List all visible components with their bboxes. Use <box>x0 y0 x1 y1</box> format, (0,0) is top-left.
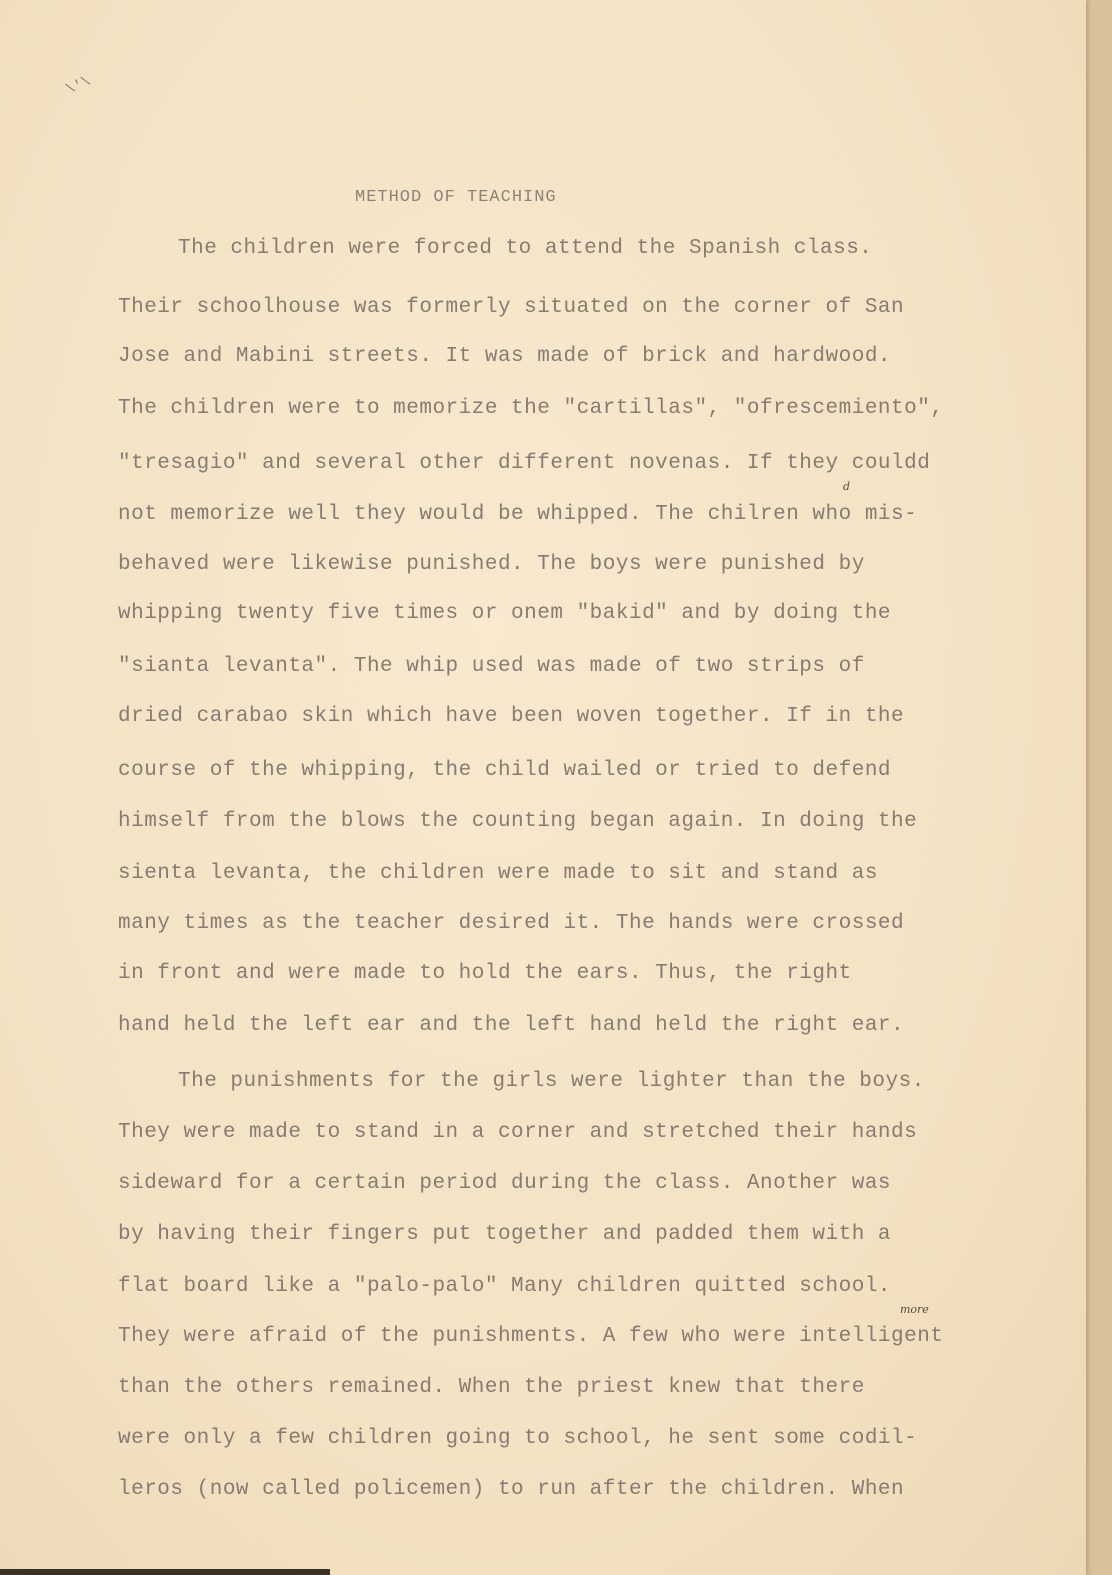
text-line: hand held the left ear and the left hand held the right ear. <box>118 1014 905 1037</box>
page-title: METHOD OF TEACHING <box>355 188 557 207</box>
text-line: The children were to memorize the "cartillas", "ofrescemiento", <box>118 397 944 420</box>
text-line: "sianta levanta". The whip used was made of two strips of <box>118 655 865 678</box>
text-line: sideward for a certain period during the class. Another was <box>118 1172 892 1195</box>
text-line: "tresagio" and several other different novenas. If they couldd <box>118 452 931 475</box>
text-line: than the others remained. When the priest knew that there <box>118 1376 865 1399</box>
text-line: dried carabao skin which have been woven together. If in the <box>118 705 905 728</box>
text-line: The punishments for the girls were lighter than the boys. <box>178 1070 925 1093</box>
text-line: Jose and Mabini streets. It was made of brick and hardwood. <box>118 345 892 368</box>
text-line: sienta levanta, the children were made to sit and stand as <box>118 862 878 885</box>
text-line: They were made to stand in a corner and stretched their hands <box>118 1121 918 1144</box>
scan-bottom-strip <box>0 1569 330 1575</box>
text-line: leros (now called policemen) to run after the children. When <box>118 1478 905 1501</box>
text-line: many times as the teacher desired it. The hands were crossed <box>118 912 905 935</box>
text-line: by having their fingers put together and padded them with a <box>118 1223 892 1246</box>
text-line: not memorize well they would be whipped. The chilren who mis- <box>118 503 918 526</box>
text-line: They were afraid of the punishments. A few who were intelligent <box>118 1325 944 1348</box>
handwritten-insert-d: d <box>843 480 851 493</box>
text-line: whipping twenty five times or onem "bakid" and by doing the <box>118 602 892 625</box>
text-line: behaved were likewise punished. The boys were punished by <box>118 553 865 576</box>
handwritten-insert-more: more <box>900 1303 929 1316</box>
text-line: in front and were made to hold the ears. Thus, the right <box>118 962 852 985</box>
text-line: The children were forced to attend the Spanish class. <box>178 237 873 260</box>
text-line: flat board like a "palo-palo" Many children quitted school. <box>118 1275 892 1298</box>
corner-pencil-mark: \'\ <box>63 73 94 99</box>
text-line: were only a few children going to school, he sent some codil- <box>118 1427 918 1450</box>
text-line: himself from the blows the counting began again. In doing the <box>118 810 918 833</box>
text-line: Their schoolhouse was formerly situated on the corner of San <box>118 296 905 319</box>
text-line: course of the whipping, the child wailed or tried to defend <box>118 759 892 782</box>
